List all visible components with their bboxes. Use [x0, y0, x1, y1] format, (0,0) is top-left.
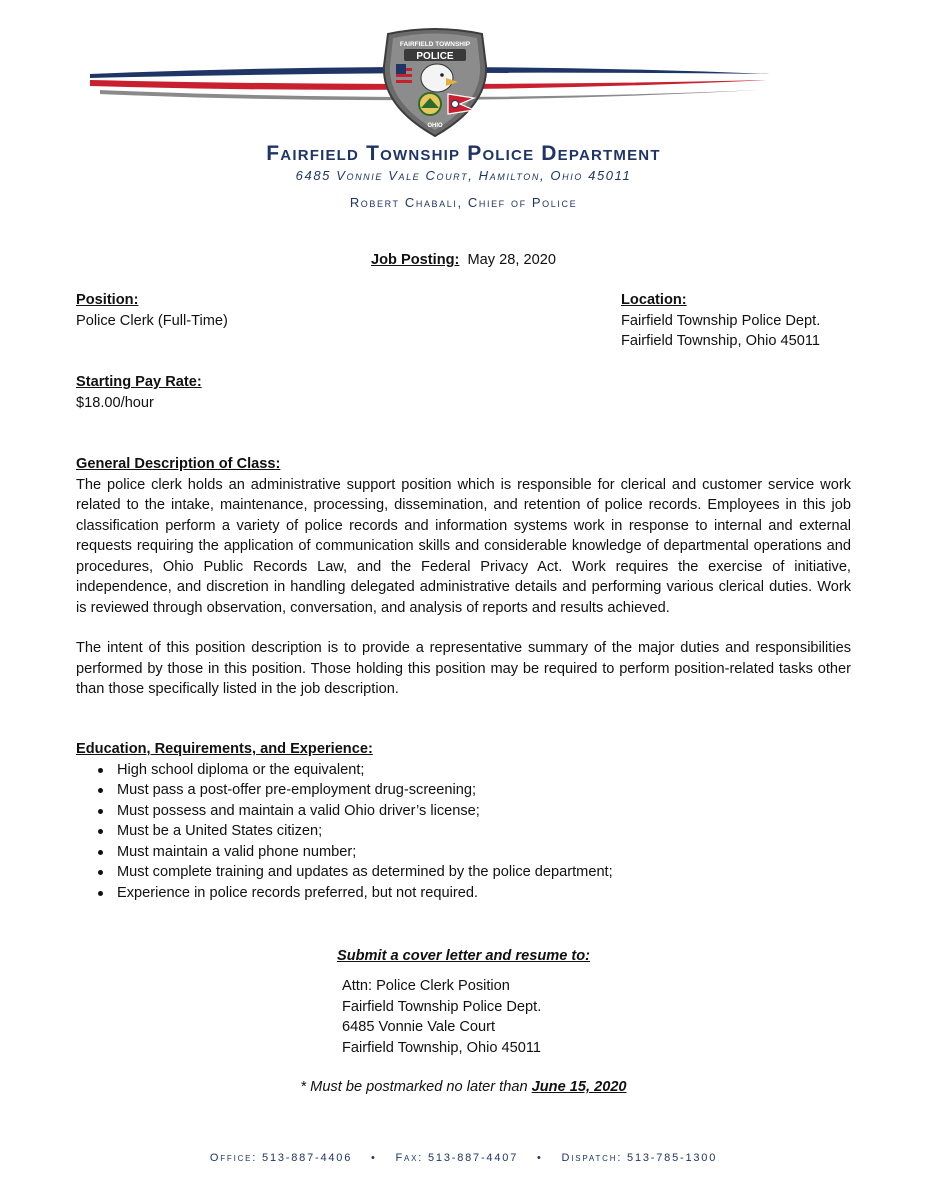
- general-description-block: [76, 454, 851, 700]
- postmark-prefix: * Must be postmarked no later than: [300, 1079, 528, 1095]
- submit-address: [342, 976, 541, 1058]
- eagle-icon: [421, 64, 453, 92]
- footer-office: Office: 513-887-4406: [209, 1152, 353, 1164]
- location-line-2: Fairfield Township, Ohio 45011: [621, 333, 821, 349]
- job-posting-date: May 28, 2020: [467, 252, 556, 268]
- chief-of-police: Robert Chabali, Chief of Police: [349, 195, 578, 210]
- pay-label: Starting Pay Rate:: [76, 374, 202, 390]
- footer-contacts: [0, 1152, 927, 1164]
- submit-heading: Submit a cover letter and resume to:: [336, 948, 591, 964]
- list-item: Must be a United States citizen;: [76, 821, 856, 842]
- general-description-paragraph-1: The police clerk holds an administrative support position which is responsible for clerical and customer service work related to the intake, maintenance, processing, dissemination, and retention of police records. Employees in this job classification perform a variety of police records and information systems work in response to internal and external requests requiring the application of communication skills and considerable knowledge of departmental operations and procedures, Ohio Public Records Law, and the Federal Privacy Act. Work requires the exercise of initiative, independence, and discretion in handling delegated administrative details and performing various clerical duties. Work is reviewed through observation, conversation, and analysis of reports and results achieved.: [76, 476, 851, 616]
- education-block: [76, 739, 856, 903]
- general-description-label: General Description of Class:: [76, 456, 281, 472]
- requirements-list: [76, 760, 856, 904]
- pay-block: [76, 372, 202, 413]
- pay-value: $18.00/hour: [76, 394, 154, 411]
- submit-address-line-3: 6485 Vonnie Vale Court: [342, 1019, 496, 1035]
- general-description-paragraph-2: The intent of this position description is to provide a representative summary of the major duties and responsibilities performed by those in this position. Those holding this position may be required to perform position-related tasks other than those specifically listed in the job description.: [76, 640, 851, 697]
- position-value: Police Clerk (Full-Time): [76, 312, 228, 329]
- list-item: Must complete training and updates as determined by the police department;: [76, 862, 856, 883]
- submit-address-line-1: Attn: Police Clerk Position: [342, 978, 510, 994]
- badge-top-text: FAIRFIELD TOWNSHIP: [399, 41, 471, 48]
- police-badge-logo: [90, 26, 770, 146]
- job-posting-label: Job Posting:: [371, 252, 460, 268]
- department-name: Fairfield Township Police Department: [266, 142, 661, 165]
- footer-dispatch: Dispatch: 513-785-1300: [561, 1152, 718, 1164]
- job-posting-line: [0, 250, 927, 271]
- education-label: Education, Requirements, and Experience:: [76, 741, 373, 757]
- list-item: Must pass a post-offer pre-employment drug-screening;: [76, 780, 856, 801]
- list-item: Experience in police records preferred, but not required.: [76, 883, 856, 904]
- footer-separator: •: [370, 1152, 377, 1164]
- location-line-1: Fairfield Township Police Dept.: [621, 312, 821, 329]
- list-item: Must maintain a valid phone number;: [76, 842, 856, 863]
- postmark-deadline: June 15, 2020: [531, 1079, 627, 1095]
- location-block: [621, 290, 820, 352]
- submit-address-line-4: Fairfield Township, Ohio 45011: [342, 1039, 542, 1056]
- footer-separator: •: [536, 1152, 543, 1164]
- department-address: 6485 Vonnie Vale Court, Hamilton, Ohio 45011: [295, 168, 632, 183]
- footer-fax: Fax: 513-887-4407: [395, 1152, 519, 1164]
- list-item: Must possess and maintain a valid Ohio driver’s license;: [76, 801, 856, 822]
- postmark-note: [0, 1077, 927, 1098]
- position-block: [76, 290, 228, 331]
- badge-main-text: POLICE: [416, 51, 454, 62]
- position-label: Position:: [76, 292, 139, 308]
- list-item: High school diploma or the equivalent;: [76, 760, 856, 781]
- location-label: Location:: [621, 292, 687, 308]
- badge-bottom-text: OHIO: [427, 123, 443, 129]
- submit-address-line-2: Fairfield Township Police Dept.: [342, 998, 542, 1015]
